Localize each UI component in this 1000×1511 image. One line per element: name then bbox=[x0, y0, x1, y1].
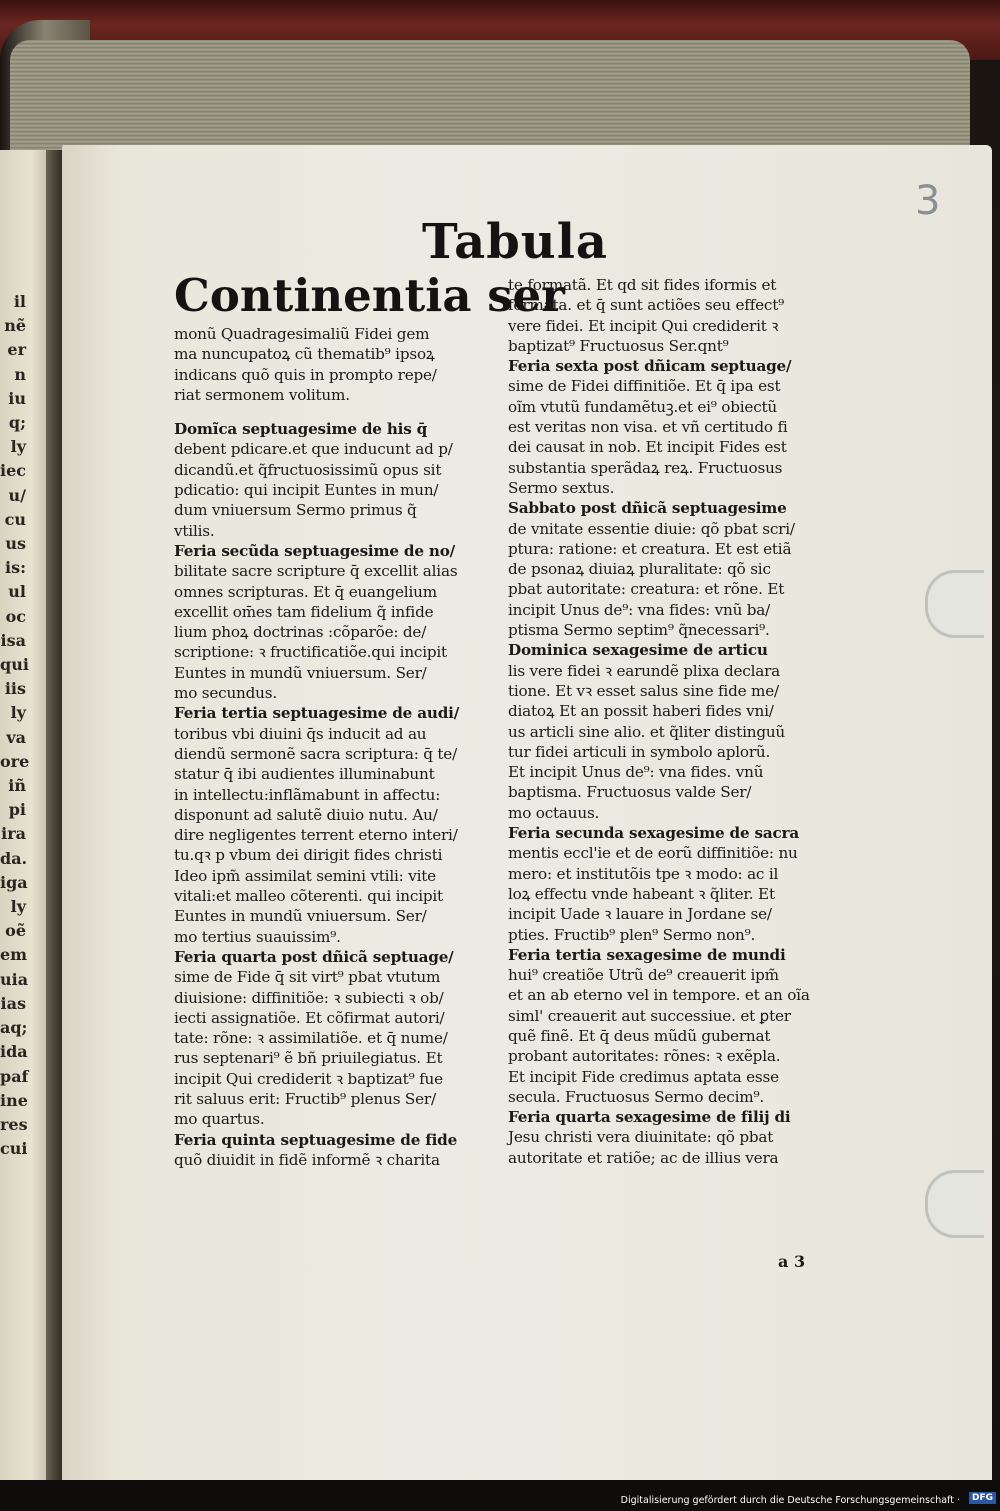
text-line: rit saluus erit: Fructib⁹ plenus Ser/ bbox=[174, 1089, 436, 1108]
text-line: de vnitate essentie diuie: qõ pbat scri/ bbox=[508, 519, 795, 538]
text-line: Feria sexta post dñicam septuage/ bbox=[508, 357, 792, 376]
text-line: et an ab eterno vel in tempore. et an oĩa bbox=[508, 986, 810, 1005]
text-line: dire negligentes terrent eterno interi/ bbox=[174, 826, 458, 845]
text-line: tate: rõne: ꝛ assimilatiõe. et q̄ nume/ bbox=[174, 1029, 448, 1048]
text-line: scriptione: ꝛ fructificatiõe.qui incipit bbox=[174, 643, 447, 662]
left-page-fragment: il bbox=[13, 292, 26, 311]
text-line: Domĩca septuagesime de his q̄ bbox=[174, 420, 428, 439]
text-line: autoritate et ratiõe; ac de illius vera bbox=[508, 1148, 779, 1167]
text-line: baptisma. Fructuosus valde Ser/ bbox=[508, 783, 752, 802]
continentia-heading: Continentia ser bbox=[174, 269, 565, 322]
text-line: Ideo ipm̃ assimilat semini vtili: vite bbox=[174, 866, 436, 885]
text-line: diatoꝝ Et an possit haberi fides vni/ bbox=[508, 702, 774, 721]
left-page-fragment: us bbox=[5, 534, 26, 554]
text-line: riat sermonem volitum. bbox=[174, 385, 350, 404]
text-line: lis vere fidei ꝛ earundẽ plixa declara bbox=[508, 661, 781, 680]
text-line: baptizat⁹ Fructuosus Ser.qnt⁹ bbox=[508, 336, 729, 355]
left-page-fragment: nẽ bbox=[4, 316, 26, 336]
text-line: pbat autoritate: creatura: et rõne. Et bbox=[508, 580, 785, 599]
left-page-fragment: ore bbox=[0, 751, 30, 771]
text-line: Feria quinta septuagesime de fide bbox=[174, 1130, 458, 1149]
text-line: Et incipit Fide credimus aptata esse bbox=[508, 1067, 779, 1086]
left-page-fragment: is: bbox=[5, 558, 26, 578]
section-gap bbox=[174, 405, 504, 419]
text-line: vitali:et malleo cõterenti. qui incipit bbox=[174, 887, 443, 906]
text-line: Feria quarta sexagesime de filij di bbox=[508, 1108, 791, 1127]
text-line: dicandũ.et q̃fructuosissimũ opus sit bbox=[174, 460, 442, 479]
left-page-fragment: ly bbox=[10, 897, 26, 917]
text-line: Sermo sextus. bbox=[508, 478, 615, 497]
left-page-fragment: iu bbox=[8, 388, 26, 408]
text-line: diuisione: diffinitiõe: ꝛ subiecti ꝛ ob/ bbox=[174, 988, 444, 1007]
left-page-text-fragments bbox=[0, 290, 30, 1161]
text-line: sime de Fidei diffinitiõe. Et q̄ ipa est bbox=[508, 377, 781, 396]
text-line: tione. Et vꝛ esset salus sine fide me/ bbox=[508, 681, 779, 700]
left-page-fragment: isa bbox=[0, 630, 26, 650]
text-line: omnes scripturas. Et q̄ euangelium bbox=[174, 582, 437, 601]
text-line: tu.qꝛ p vbum dei dirigit fides christi bbox=[174, 846, 443, 865]
text-line: hui⁹ creatiõe Utrũ de⁹ creauerit ipm̃ bbox=[508, 966, 779, 985]
left-page-fragment: iis bbox=[4, 679, 26, 699]
left-page-fragment: uia bbox=[0, 969, 29, 989]
text-line: incipit Uade ꝛ lauare in Jordane se/ bbox=[508, 905, 772, 924]
text-line: tur fidei articuli in symbolo aplorũ. bbox=[508, 742, 771, 761]
text-line: dei causat in nob. Et incipit Fides est bbox=[508, 438, 787, 457]
text-line: toribus vbi diuini q̄s inducit ad au bbox=[174, 724, 427, 743]
text-line: secula. Fructuosus Sermo decim⁹. bbox=[508, 1087, 764, 1106]
dfg-logo: DFG bbox=[969, 1492, 996, 1504]
text-line: loꝝ effectu vnde habeant ꝛ q̃liter. Et bbox=[508, 884, 775, 903]
page-edges bbox=[10, 40, 970, 155]
left-page-fragment: va bbox=[6, 727, 26, 747]
left-page-fragment: ida bbox=[0, 1042, 28, 1062]
text-line: Euntes in mundũ vniuersum. Ser/ bbox=[174, 663, 427, 682]
text-line: ptura: ratione: et creatura. Et est etiã bbox=[508, 539, 792, 558]
left-page-fragment: aq; bbox=[0, 1018, 28, 1038]
left-page-fragment: pi bbox=[8, 800, 26, 820]
text-line: Jesu christi vera diuinitate: qõ pbat bbox=[508, 1128, 774, 1147]
text-line: quẽ finẽ. Et q̄ deus mũdũ gubernat bbox=[508, 1026, 771, 1045]
page-clip-lower bbox=[925, 1170, 984, 1238]
text-line: lium phoꝝ doctrinas :cõparõe: de/ bbox=[174, 623, 427, 642]
left-page-fragment: u/ bbox=[8, 485, 26, 505]
text-line: Sabbato post dñicã septuagesime bbox=[508, 499, 787, 518]
text-line: ptisma Sermo septim⁹ q̃necessari⁹. bbox=[508, 621, 770, 640]
text-line: mo quartus. bbox=[174, 1110, 265, 1129]
left-page-fragment: ira bbox=[1, 824, 26, 844]
left-page-fragment: iga bbox=[0, 872, 28, 892]
page-title: Tabula bbox=[422, 214, 609, 270]
entries-list bbox=[174, 405, 504, 1170]
left-page-fragment: da. bbox=[0, 848, 28, 868]
text-line: Feria secunda sexagesime de sacra bbox=[508, 824, 799, 843]
left-page-fragment: oc bbox=[5, 606, 26, 626]
left-page-fragment: qui bbox=[0, 655, 29, 675]
left-page-fragment: em bbox=[0, 945, 28, 965]
text-line: us articli sine alio. et q̃liter distinguũ bbox=[508, 722, 786, 741]
text-line: mo octauus. bbox=[508, 803, 600, 822]
text-line: bilitate sacre scripture q̄ excellit alias bbox=[174, 562, 458, 581]
text-line: debent pdicare.et que inducunt ad p/ bbox=[174, 440, 453, 459]
text-line: mero: et institutõis tpe ꝛ modo: ac il bbox=[508, 864, 779, 883]
text-line: Feria tertia septuagesime de audi/ bbox=[174, 704, 460, 723]
text-line: probant autoritates: rõnes: ꝛ exẽpla. bbox=[508, 1047, 781, 1066]
left-page-fragment: oẽ bbox=[5, 921, 26, 941]
left-page-fragment: res bbox=[0, 1114, 28, 1134]
text-line: ma nuncupatoꝝ cũ thematib⁹ ipsoꝝ bbox=[174, 345, 435, 364]
text-line: indicans quõ quis in prompto repe/ bbox=[174, 365, 437, 384]
left-page-fragment: er bbox=[7, 340, 26, 360]
text-line: Dominica sexagesime de articu bbox=[508, 641, 768, 660]
text-line: oĩm vtutũ fundamẽtuꝫ.et ei⁹ obiectũ bbox=[508, 397, 778, 416]
left-page-fragment: ly bbox=[10, 437, 26, 457]
text-line: mo tertius suauissim⁹. bbox=[174, 927, 341, 946]
left-page-fragment: ul bbox=[8, 582, 26, 602]
text-line: rus septenari⁹ ẽ bñ priuilegiatus. Et bbox=[174, 1049, 443, 1068]
left-page-fragment: ias bbox=[0, 993, 26, 1013]
text-line: Et incipit Unus de⁹: vna fides. vnũ bbox=[508, 763, 764, 782]
text-line: mentis eccl'ie et de eorũ diffinitiõe: nu bbox=[508, 844, 798, 863]
text-line: disponunt ad salutẽ diuio nutu. Au/ bbox=[174, 805, 438, 824]
text-line: substantia sperãdaꝝ reꝝ. Fructuosus bbox=[508, 458, 783, 477]
left-page-fragment: q; bbox=[8, 413, 26, 433]
text-line: pdicatio: qui incipit Euntes in mun/ bbox=[174, 481, 439, 500]
text-line: quõ diuidit in fidẽ informẽ ꝛ charita bbox=[174, 1150, 440, 1169]
text-line: formata. et q̄ sunt actiões seu effect⁹ bbox=[508, 296, 785, 315]
text-line: excellit om̄es tam fidelium q̃ infide bbox=[174, 602, 434, 621]
text-line: incipit Unus de⁹: vna fides: vnũ ba/ bbox=[508, 600, 771, 619]
text-line: diendũ sermonẽ sacra scriptura: q̄ te/ bbox=[174, 744, 458, 763]
left-page-fragment: iñ bbox=[8, 776, 26, 796]
left-page-fragment: cui bbox=[0, 1139, 28, 1159]
intro-text bbox=[174, 324, 504, 405]
text-line: pties. Fructib⁹ plen⁹ Sermo non⁹. bbox=[508, 925, 756, 944]
left-page-fragment: n bbox=[14, 364, 26, 384]
signature-mark: a 3 bbox=[778, 1252, 806, 1271]
text-line: sime de Fide q̄ sit virt⁹ pbat vtutum bbox=[174, 968, 441, 987]
left-page-fragment: paf bbox=[0, 1066, 29, 1086]
text-line: te formatã. Et qd sit fides iformis et bbox=[508, 276, 777, 294]
text-line: incipit Qui crediderit ꝛ baptizat⁹ fue bbox=[174, 1069, 443, 1088]
text-line: siml' creauerit aut successiue. et ꝑter bbox=[508, 1006, 791, 1025]
right-column bbox=[508, 275, 840, 1168]
text-line: vtilis. bbox=[174, 521, 215, 540]
text-line: dum vniuersum Sermo primus q̃ bbox=[174, 501, 417, 520]
text-line: Feria quarta post dñicã septuage/ bbox=[174, 947, 454, 966]
left-page-fragment: ly bbox=[10, 703, 26, 723]
left-page-fragment: ine bbox=[0, 1090, 28, 1110]
text-line: Feria tertia sexagesime de mundi bbox=[508, 945, 786, 964]
text-line: mo secundus. bbox=[174, 684, 277, 703]
left-page-fragment: iec bbox=[0, 461, 26, 481]
text-line: Feria secũda septuagesime de no/ bbox=[174, 541, 456, 560]
text-line: vere fidei. Et incipit Qui crediderit ꝛ bbox=[508, 316, 779, 335]
left-page-fragment: cu bbox=[4, 509, 26, 529]
footer-credit: Digitalisierung gefördert durch die Deutsche Forschungsgemeinschaft · bbox=[620, 1495, 960, 1506]
text-line: in intellectu:inflãmabunt in affectu: bbox=[174, 785, 441, 804]
text-line: statur q̄ ibi audientes illuminabunt bbox=[174, 765, 435, 784]
text-line: est veritas non visa. et vñ certitudo fi bbox=[508, 418, 788, 437]
text-line: iecti assignatiõe. Et cõfirmat autori/ bbox=[174, 1008, 445, 1027]
text-line: monũ Quadragesimaliũ Fidei gem bbox=[174, 325, 430, 343]
text-line: de psonaꝝ diuiaꝝ pluralitate: qõ sic bbox=[508, 560, 771, 579]
text-line: Euntes in mundũ vniuersum. Ser/ bbox=[174, 907, 427, 926]
pencil-page-number: 3 bbox=[915, 178, 941, 224]
page-clip-upper bbox=[925, 570, 984, 638]
